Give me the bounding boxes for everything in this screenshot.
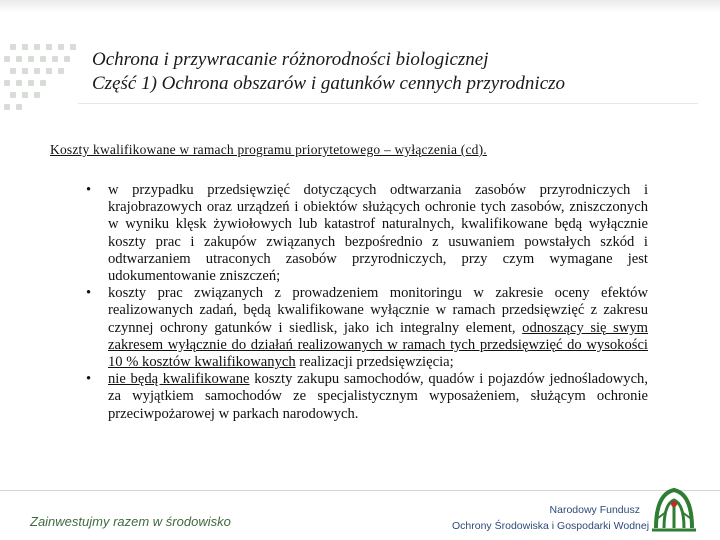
nfosigw-logo-icon [644, 484, 704, 534]
title-line-2: Część 1) Ochrona obszarów i gatunków cennych przyrodniczo [92, 73, 566, 94]
bullet-item [86, 285, 648, 371]
footer-organization [452, 502, 650, 534]
section-subheading: Koszty kwalifikowane w ramach programu priorytetowego – wyłączenia (cd). [50, 142, 487, 157]
bullet-item [86, 182, 648, 285]
bullet-list [86, 182, 648, 423]
footer-slogan: Zainwestujmy razem w środowisko [30, 514, 231, 529]
title-line-1: Ochrona i przywracanie różnorodności biologicznej [92, 49, 489, 70]
bullet-text: koszty zakupu samochodów, quadów i pojazdów jednośladowych, za wyjątkiem samochodów ze specjalistycznym wyposażeniem, służącym ochronie przeciwpożarowej w parkach narodowych. [108, 371, 648, 422]
bullet-text-underlined: odnoszący się swym zakresem wyłącznie do działań realizowanych w ramach tych przedsięwzięć do wysokości 10 % kosztów kwalifikowanych [108, 319, 648, 371]
org-name-line-2: Ochrony Środowiska i Gospodarki Wodnej [452, 520, 650, 532]
bullet-marker: • [86, 371, 92, 388]
bullet-text: realizacji przedsięwzięcia; [295, 354, 454, 371]
footer-divider [0, 490, 720, 491]
bullet-text: w przypadku przedsięwzięć dotyczących odtwarzania zasobów przyrodniczych i krajobrazowych oraz urządzeń i obiektów służących ochronie tych zasobów, zniszczonych w wyniku klęsk żywiołowych lub katastrof naturalnych, kwalifikowane będą wyłącznie koszty prac i zakupów związanych bezpośrednio z usuwaniem powstałych szkód i odtwarzaniem utraconych zasobów przyrodniczych, przy czym wymagane jest udokumentowanie zniszczeń; [108, 182, 648, 285]
bullet-item [86, 371, 648, 423]
bullet-text-underlined: nie będą kwalifikowane [108, 371, 250, 388]
title-divider [78, 103, 698, 104]
bullet-marker: • [86, 182, 92, 198]
slide-title [92, 48, 692, 96]
bullet-text: koszty prac związanych z prowadzeniem monitoringu w zakresie oceny efektów realizowanych zadań, będą kwalifikowane wyłącznie w ramach przedsięwzięć z zakresu czynnej ochrony gatunków i siedlisk, jako ich integralny element, [108, 285, 648, 336]
bullet-marker: • [86, 285, 92, 302]
top-band [0, 0, 720, 12]
decorative-dots [0, 40, 92, 110]
org-name-line-1: Narodowy Fundusz [549, 504, 640, 516]
